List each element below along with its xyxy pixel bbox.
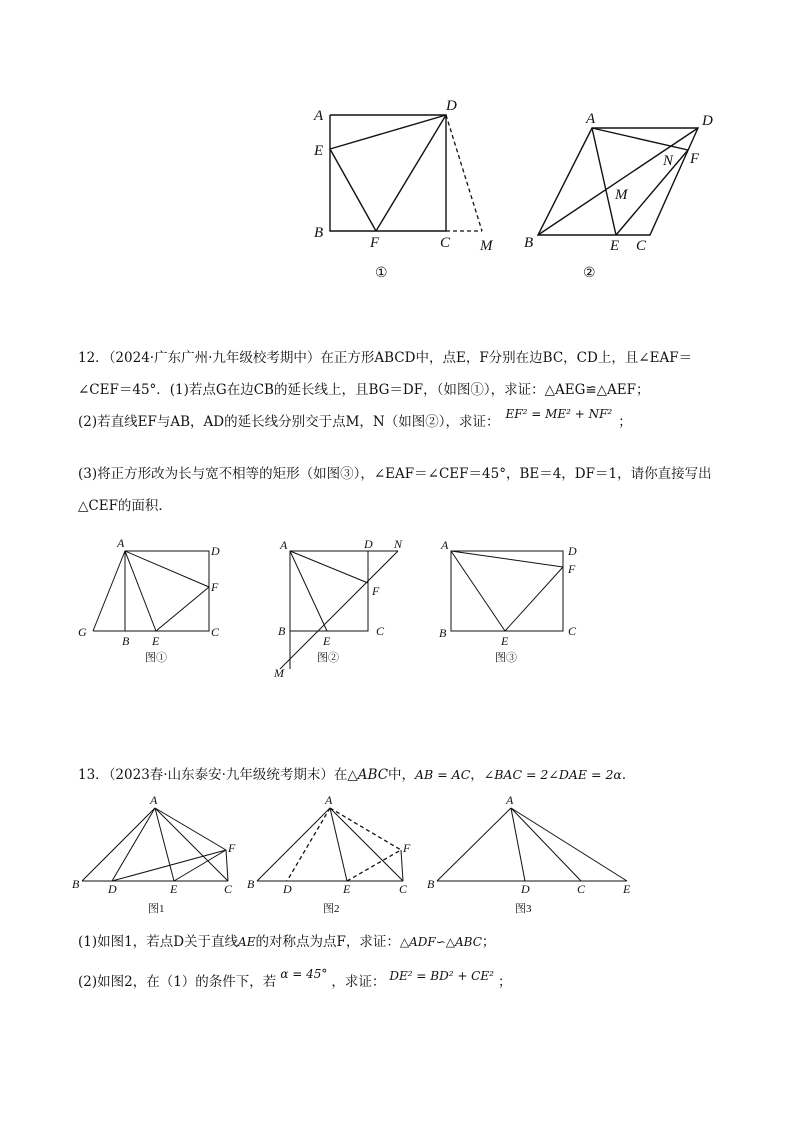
problem-13-line-1	[78, 765, 635, 785]
point-label-b: B	[122, 634, 130, 648]
point-label-m: M	[615, 187, 628, 203]
formula-similar-triangles: △ADF∽△ABC	[399, 935, 482, 949]
point-label-b: B	[427, 877, 435, 891]
point-label-c: C	[577, 882, 586, 896]
segment-ae	[155, 808, 174, 881]
segment-ae	[125, 551, 156, 631]
point-label-c: C	[224, 882, 233, 896]
p12-figure-1	[70, 537, 230, 667]
point-label-c: C	[636, 238, 647, 254]
segment-ab	[437, 808, 511, 881]
segment-ac	[511, 808, 581, 881]
point-label-b: B	[439, 626, 447, 640]
point-label-c: C	[211, 625, 220, 639]
segment-ae	[511, 808, 627, 881]
point-label-d: D	[568, 544, 577, 558]
segment-df	[112, 850, 226, 881]
text: (1)如图1，若点D关于直线	[78, 934, 239, 950]
dashed-segment-ef	[347, 850, 401, 881]
p12-figure-3	[435, 537, 605, 667]
segment-af	[290, 551, 368, 583]
text: ；	[481, 934, 496, 950]
top-figure-2	[520, 95, 720, 281]
dashed-segment-dm	[446, 115, 482, 231]
segment-ae	[451, 551, 505, 631]
point-label-f: F	[211, 580, 219, 594]
segment-ad	[511, 808, 525, 881]
text: ，求证：	[331, 974, 386, 990]
point-label-e: E	[323, 634, 331, 648]
point-label-e: E	[314, 143, 324, 159]
segment-af	[592, 128, 688, 150]
segment-af	[451, 551, 563, 567]
point-label-f: F	[372, 584, 380, 598]
segment-ef	[174, 850, 226, 881]
point-label-e: E	[170, 882, 178, 896]
problem-12-line-1	[78, 348, 692, 368]
point-label-d: D	[283, 882, 292, 896]
point-label-a: A	[586, 111, 596, 127]
p13-figure-3	[425, 795, 645, 915]
problem-12-line-5: △CEF的面积．	[78, 498, 172, 514]
segment-ef	[156, 587, 209, 631]
condition-angle: ∠BAC = 2∠DAE = 2α	[483, 767, 622, 782]
problem-number: 13．	[78, 767, 109, 783]
square	[125, 551, 209, 631]
point-label-f: F	[228, 841, 236, 855]
segment-ae	[290, 551, 327, 631]
problem-12-line-3	[78, 407, 632, 432]
problem-text: 在正方形ABCD中，点E，F分别在边BC，CD上，且∠EAF＝	[320, 350, 693, 366]
text: 的对称点为点F，求证：	[255, 934, 400, 950]
figure-caption: 图3	[515, 903, 532, 915]
segment-ae	[592, 128, 616, 235]
point-label-d: D	[446, 98, 457, 114]
point-label-a: A	[325, 793, 333, 807]
punctuation: ；	[618, 414, 632, 430]
point-label-e: E	[343, 882, 351, 896]
figure-caption: 图①	[145, 652, 167, 664]
figure-caption: 图1	[148, 903, 165, 915]
point-label-m: M	[480, 238, 493, 254]
text: 中，	[388, 767, 416, 783]
point-label-d: D	[211, 544, 220, 558]
point-label-g: G	[78, 625, 87, 639]
figure-caption: 图③	[495, 652, 517, 664]
point-label-d: D	[521, 882, 530, 896]
point-label-d: D	[108, 882, 117, 896]
problem-13-question-1	[78, 932, 495, 952]
text: ，	[470, 767, 484, 783]
point-label-d: D	[364, 537, 373, 551]
question-2-text: (2)若直线EF与AB，AD的延长线分别交于点M，N（如图②），求证：	[78, 414, 500, 430]
point-label-a: A	[117, 536, 125, 550]
point-label-f: F	[568, 562, 576, 576]
segment-ef	[505, 567, 563, 631]
square	[290, 551, 368, 631]
point-label-c: C	[568, 624, 577, 638]
point-label-f: F	[370, 235, 380, 251]
text: (2)如图2，在（1）的条件下，若	[78, 974, 277, 990]
problem-12-line-4: (3)将正方形改为长与宽不相等的矩形（如图③），∠EAF＝∠CEF＝45°，BE＝4，DF＝1，请你直接写出	[78, 466, 712, 482]
point-label-e: E	[623, 882, 631, 896]
point-label-b: B	[278, 624, 286, 638]
text: ；	[497, 974, 512, 990]
point-label-f: F	[403, 841, 411, 855]
p13-figure-2	[245, 795, 420, 915]
point-label-e: E	[501, 634, 509, 648]
point-label-n: N	[663, 153, 674, 169]
point-label-e: E	[152, 634, 160, 648]
point-label-c: C	[440, 235, 451, 251]
segment-af	[125, 551, 209, 587]
point-label-f: F	[690, 151, 700, 167]
problem-12-line-2: ∠CEF＝45°．(1)若点G在边CB的延长线上，且BG＝DF，（如图①），求证：△AEG≌△AEF；	[78, 382, 650, 398]
point-label-c: C	[376, 624, 385, 638]
point-label-m: M	[274, 666, 284, 680]
formula-alpha: α = 45°	[280, 967, 328, 981]
p12-figure-2	[270, 537, 430, 682]
problem-number: 12．	[78, 350, 109, 366]
point-label-c: C	[399, 882, 408, 896]
problem-source: （2023春·山东泰安·九年级统考期末）	[108, 767, 334, 783]
formula-ef-squared: EF² = ME² + NF²	[505, 407, 613, 421]
segment-ef	[330, 149, 376, 231]
text: ．	[621, 767, 636, 783]
point-label-n: N	[394, 537, 403, 551]
point-label-b: B	[314, 225, 324, 241]
point-label-b: B	[247, 877, 255, 891]
segment-ag	[93, 551, 125, 631]
text: 在	[333, 767, 348, 783]
point-label-e: E	[610, 238, 620, 254]
point-label-a: A	[314, 108, 324, 124]
formula-de-squared: DE² = BD² + CE²	[389, 969, 494, 983]
top-figure-1	[300, 95, 500, 281]
point-label-d: D	[702, 113, 713, 129]
point-label-a: A	[441, 538, 449, 552]
problem-source: （2024·广东广州·九年级校考期中）	[108, 350, 321, 366]
point-label-b: B	[72, 877, 80, 891]
line-ae: AE	[238, 935, 256, 949]
triangle-abc: △ABC	[347, 767, 389, 783]
segment-ae	[330, 808, 347, 881]
point-label-a: A	[150, 793, 158, 807]
point-label-b: B	[524, 235, 534, 251]
rectangle	[451, 551, 563, 631]
figure-caption-1: ①	[375, 266, 388, 281]
problem-13-question-2	[78, 967, 512, 992]
figure-caption-2: ②	[583, 266, 596, 281]
figure-caption: 图②	[317, 652, 339, 664]
point-label-a: A	[506, 793, 514, 807]
p13-figure-1	[70, 795, 245, 915]
figure-caption: 图2	[323, 903, 340, 915]
point-label-a: A	[280, 538, 288, 552]
condition-ab-ac: AB = AC	[415, 767, 471, 782]
